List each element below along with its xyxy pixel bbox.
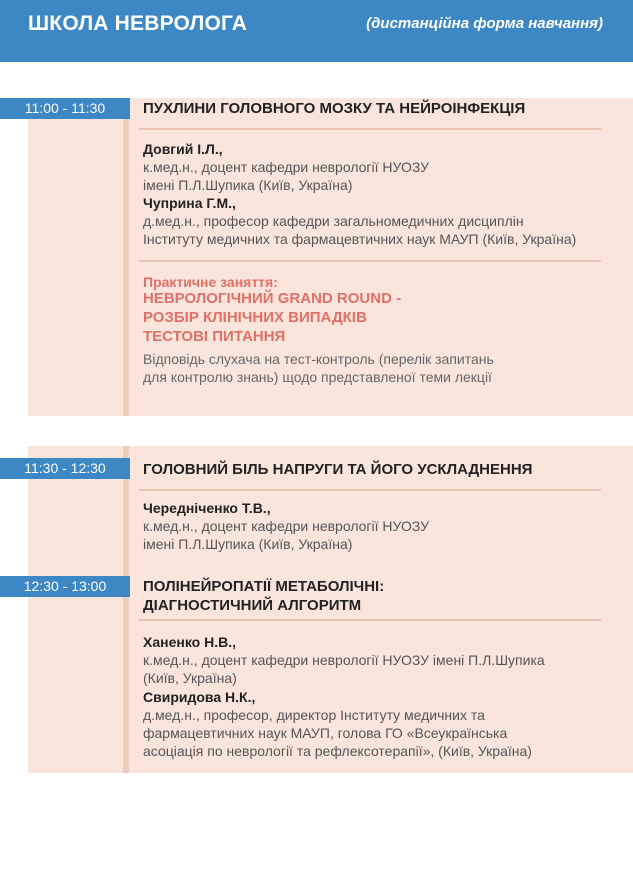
speaker-description: д.мед.н., професор, директор Інституту медичних та фармацевтичних наук МАУП, голова ГО «Всеукраїнська асоціація по неврології та рефлексотерапії», (Київ, Україна) — [143, 707, 532, 759]
speaker-description: к.мед.н., доцент кафедри неврології НУОЗУ імені П.Л.Шупика (Київ, Україна) — [143, 652, 545, 686]
divider — [139, 260, 601, 262]
speaker-name: Чуприна Г.М., — [143, 195, 236, 211]
practical-note: Відповідь слухача на тест-контроль (перелік запитань для контролю знань) щодо представленої теми лекції — [143, 351, 494, 385]
page-title: ШКОЛА НЕВРОЛОГА — [28, 12, 248, 35]
session-time: 11:30 - 12:30 — [0, 458, 130, 479]
speaker-description: к.мед.н., доцент кафедри неврології НУОЗУ імені П.Л.Шупика (Київ, Україна) — [143, 159, 430, 193]
speaker-name: Чередніченко Т.В., — [143, 500, 271, 516]
speaker-name: Ханенко Н.В., — [143, 634, 236, 650]
session-divider-line — [123, 446, 129, 773]
session-title: ПУХЛИНИ ГОЛОВНОГО МОЗКУ ТА НЕЙРОІНФЕКЦІЯ — [143, 100, 526, 117]
page-subtitle: (дистанційна форма навчання) — [366, 15, 603, 32]
speaker-description: д.мед.н., професор кафедри загальномедичних дисциплін Інституту медичних та фармацевтичних наук МАУП (Київ, Україна) — [143, 213, 577, 247]
page-header — [0, 0, 633, 62]
session-title: ПОЛІНЕЙРОПАТІЇ МЕТАБОЛІЧНІ: ДІАГНОСТИЧНИЙ АЛГОРИТМ — [143, 578, 385, 614]
speaker-name: Свиридова Н.К., — [143, 689, 256, 705]
session-title: ГОЛОВНИЙ БІЛЬ НАПРУГИ ТА ЙОГО УСКЛАДНЕННЯ — [143, 461, 533, 478]
divider — [139, 489, 601, 491]
practical-label: Практичне заняття: — [143, 274, 278, 290]
divider — [139, 128, 601, 130]
session-divider-line — [123, 98, 129, 416]
speaker-description: к.мед.н., доцент кафедри неврології НУОЗУ імені П.Л.Шупика (Київ, Україна) — [143, 518, 430, 552]
divider — [139, 619, 601, 621]
session-time: 11:00 - 11:30 — [0, 98, 130, 119]
speaker-name: Довгий І.Л., — [143, 141, 223, 157]
session-time: 12:30 - 13:00 — [0, 576, 130, 597]
practical-title: НЕВРОЛОГІЧНИЙ GRAND ROUND - РОЗБІР КЛІНІЧНИХ ВИПАДКІВ ТЕСТОВІ ПИТАННЯ — [143, 290, 402, 345]
